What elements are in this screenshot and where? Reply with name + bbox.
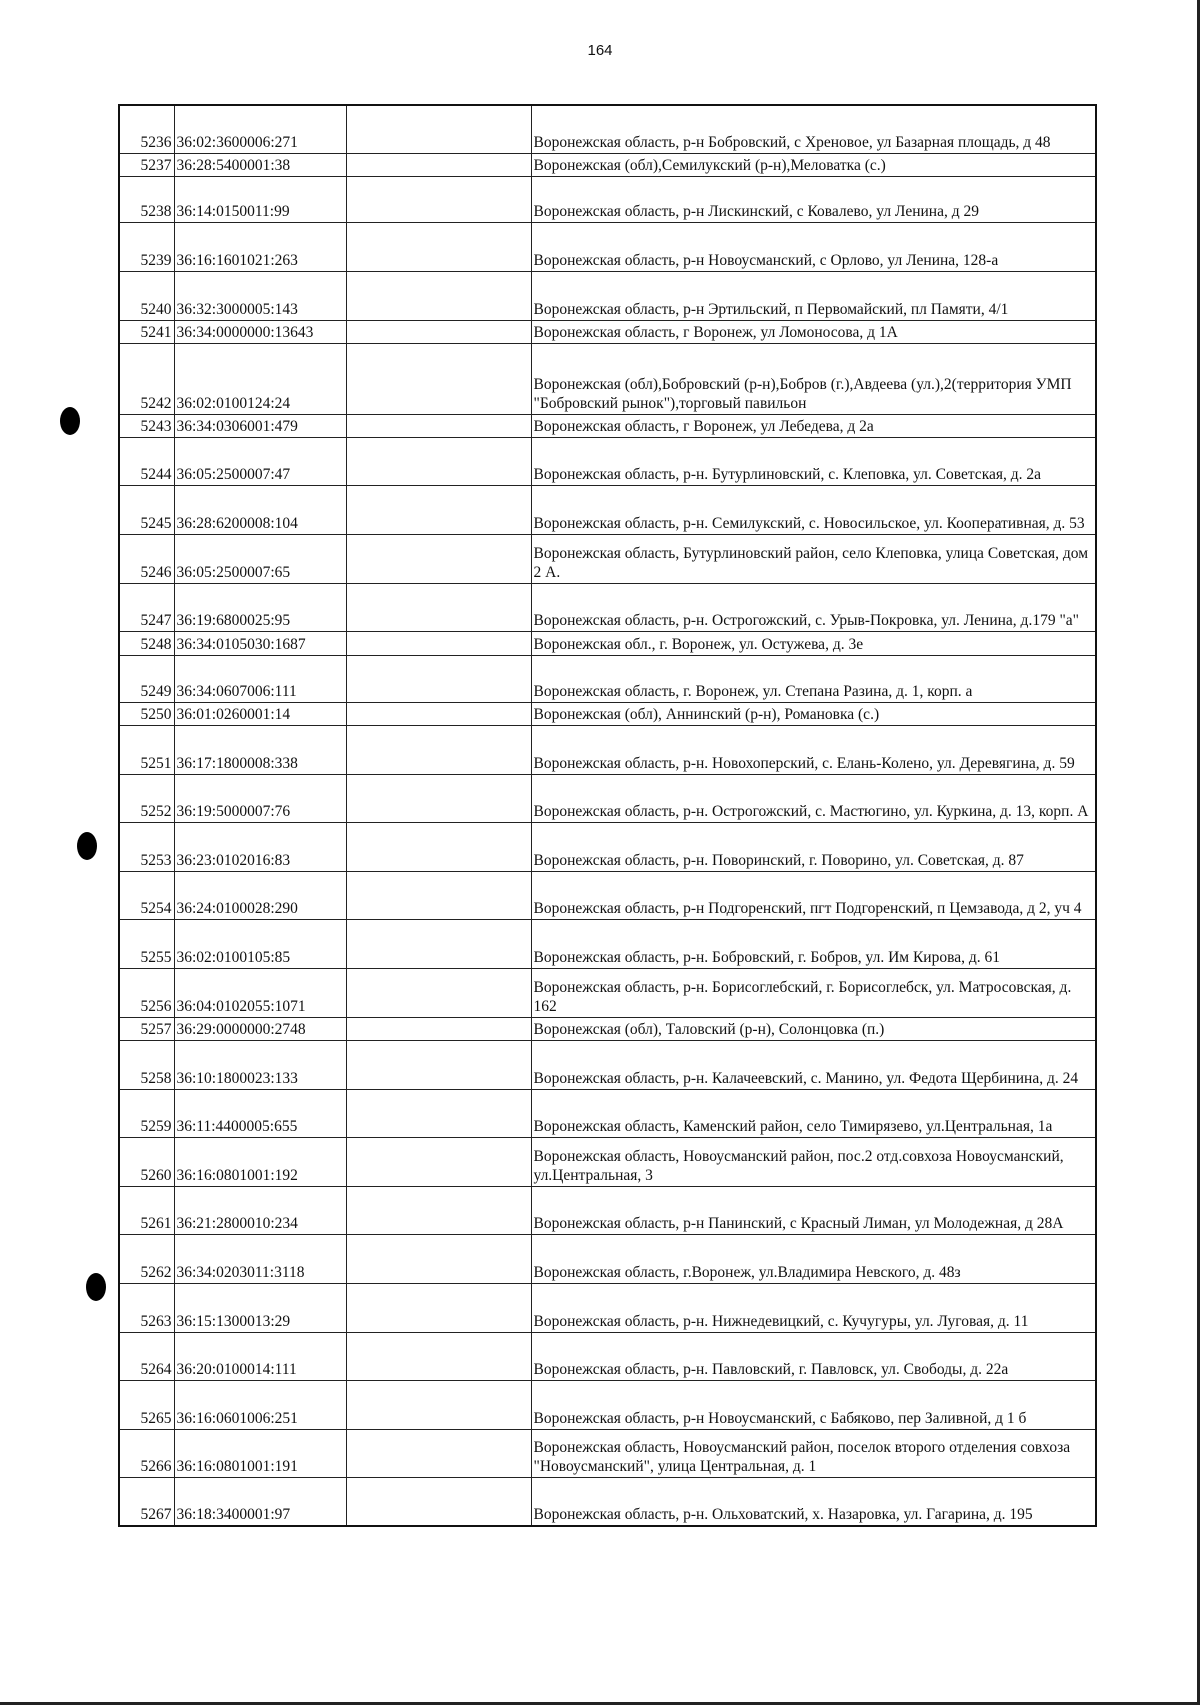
address-cell: Воронежская (обл),Семилукский (р-н),Меловатка (с.): [531, 153, 1096, 176]
cadastral-number-cell: 36:02:0100105:85: [174, 919, 346, 968]
empty-cell: [346, 271, 531, 320]
row-number-cell: 5251: [119, 725, 174, 774]
empty-cell: [346, 153, 531, 176]
table-row: [119, 968, 1096, 1017]
address-cell: Воронежская область, р-н. Острогожский, с. Мастюгино, ул. Куркина, д. 13, корп. А: [531, 774, 1096, 822]
cadastral-number-cell: 36:19:6800025:95: [174, 583, 346, 631]
row-number-cell: 5255: [119, 919, 174, 968]
row-number-cell: 5254: [119, 871, 174, 919]
cadastral-number-cell: 36:16:0601006:251: [174, 1380, 346, 1429]
row-number-cell: 5241: [119, 320, 174, 343]
table-row: [119, 583, 1096, 631]
row-number-cell: 5242: [119, 343, 174, 414]
empty-cell: [346, 968, 531, 1017]
address-cell: Воронежская область, Бутурлиновский район, село Клеповка, улица Советская, дом 2 А.: [531, 534, 1096, 583]
table-row: [119, 105, 1096, 153]
table-row: [119, 655, 1096, 702]
cadastral-number-cell: 36:19:5000007:76: [174, 774, 346, 822]
address-cell: Воронежская область, р-н Бобровский, с Хреновое, ул Базарная площадь, д 48: [531, 105, 1096, 153]
empty-cell: [346, 871, 531, 919]
address-cell: Воронежская область, р-н. Поворинский, г. Поворино, ул. Советская, д. 87: [531, 822, 1096, 871]
cadastral-number-cell: 36:23:0102016:83: [174, 822, 346, 871]
row-number-cell: 5240: [119, 271, 174, 320]
address-cell: Воронежская область, р-н. Ольховатский, х. Назаровка, ул. Гагарина, д. 195: [531, 1477, 1096, 1526]
address-cell: Воронежская область, Новоусманский район, пос.2 отд.совхоза Новоусманский, ул.Центральная, 3: [531, 1137, 1096, 1186]
row-number-cell: 5267: [119, 1477, 174, 1526]
table-row: [119, 919, 1096, 968]
cadastral-number-cell: 36:05:2500007:47: [174, 437, 346, 485]
table-row: [119, 343, 1096, 414]
cadastral-number-cell: 36:20:0100014:111: [174, 1332, 346, 1380]
empty-cell: [346, 176, 531, 222]
address-cell: Воронежская (обл), Таловский (р-н), Солонцовка (п.): [531, 1017, 1096, 1040]
empty-cell: [346, 822, 531, 871]
empty-cell: [346, 1429, 531, 1477]
table-row: [119, 153, 1096, 176]
address-cell: Воронежская область, р-н. Семилукский, с. Новосильское, ул. Кооперативная, д. 53: [531, 485, 1096, 534]
table-row: [119, 320, 1096, 343]
row-number-cell: 5237: [119, 153, 174, 176]
table-row: [119, 631, 1096, 655]
table-row: [119, 534, 1096, 583]
cadastral-number-cell: 36:16:1601021:263: [174, 222, 346, 271]
empty-cell: [346, 1186, 531, 1234]
table-row: [119, 222, 1096, 271]
row-number-cell: 5260: [119, 1137, 174, 1186]
empty-cell: [346, 1040, 531, 1089]
address-cell: Воронежская область, р-н. Новохоперский, с. Елань-Колено, ул. Деревягина, д. 59: [531, 725, 1096, 774]
row-number-cell: 5253: [119, 822, 174, 871]
address-cell: Воронежская область, р-н Новоусманский, с Бабяково, пер Заливной, д 1 б: [531, 1380, 1096, 1429]
table-row: [119, 1429, 1096, 1477]
address-cell: Воронежская область, р-н Подгоренский, пгт Подгоренский, п Цемзавода, д 2, уч 4: [531, 871, 1096, 919]
punch-hole-mark: [77, 832, 97, 860]
row-number-cell: 5247: [119, 583, 174, 631]
empty-cell: [346, 414, 531, 437]
row-number-cell: 5252: [119, 774, 174, 822]
cadastral-number-cell: 36:11:4400005:655: [174, 1089, 346, 1137]
cadastral-number-cell: 36:10:1800023:133: [174, 1040, 346, 1089]
cadastral-number-cell: 36:34:0306001:479: [174, 414, 346, 437]
cadastral-number-cell: 36:17:1800008:338: [174, 725, 346, 774]
row-number-cell: 5250: [119, 702, 174, 725]
punch-hole-mark: [60, 407, 80, 435]
row-number-cell: 5263: [119, 1283, 174, 1332]
address-cell: Воронежская область, г Воронеж, ул Лебедева, д 2а: [531, 414, 1096, 437]
table-row: [119, 1332, 1096, 1380]
empty-cell: [346, 1380, 531, 1429]
empty-cell: [346, 320, 531, 343]
page-number: 164: [587, 42, 613, 59]
table-row: [119, 1186, 1096, 1234]
row-number-cell: 5248: [119, 631, 174, 655]
row-number-cell: 5249: [119, 655, 174, 702]
address-cell: Воронежская (обл),Бобровский (р-н),Бобров (г.),Авдеева (ул.),2(территория УМП "Бобровский рынок"),торговый павильон: [531, 343, 1096, 414]
registry-table: [118, 104, 1097, 1527]
row-number-cell: 5245: [119, 485, 174, 534]
row-number-cell: 5244: [119, 437, 174, 485]
address-cell: Воронежская область, р-н Лискинский, с Ковалево, ул Ленина, д 29: [531, 176, 1096, 222]
empty-cell: [346, 343, 531, 414]
cadastral-number-cell: 36:32:3000005:143: [174, 271, 346, 320]
table-row: [119, 1137, 1096, 1186]
address-cell: Воронежская область, р-н. Нижнедевицкий, с. Кучугуры, ул. Луговая, д. 11: [531, 1283, 1096, 1332]
table-row: [119, 1283, 1096, 1332]
address-cell: Воронежская область, р-н Панинский, с Красный Лиман, ул Молодежная, д 28А: [531, 1186, 1096, 1234]
empty-cell: [346, 1332, 531, 1380]
table-row: [119, 1089, 1096, 1137]
row-number-cell: 5265: [119, 1380, 174, 1429]
address-cell: Воронежская область, г Воронеж, ул Ломоносова, д 1А: [531, 320, 1096, 343]
address-cell: Воронежская область, г. Воронеж, ул. Степана Разина, д. 1, корп. а: [531, 655, 1096, 702]
cadastral-number-cell: 36:02:3600006:271: [174, 105, 346, 153]
address-cell: Воронежская область, Каменский район, село Тимирязево, ул.Центральная, 1а: [531, 1089, 1096, 1137]
empty-cell: [346, 583, 531, 631]
address-cell: Воронежская область, р-н. Бутурлиновский, с. Клеповка, ул. Советская, д. 2а: [531, 437, 1096, 485]
address-cell: Воронежская область, р-н Эртильский, п Первомайский, пл Памяти, 4/1: [531, 271, 1096, 320]
row-number-cell: 5259: [119, 1089, 174, 1137]
empty-cell: [346, 534, 531, 583]
address-cell: Воронежская область, р-н Новоусманский, с Орлово, ул Ленина, 128-а: [531, 222, 1096, 271]
empty-cell: [346, 725, 531, 774]
address-cell: Воронежская область, р-н. Калачеевский, с. Манино, ул. Федота Щербинина, д. 24: [531, 1040, 1096, 1089]
empty-cell: [346, 702, 531, 725]
empty-cell: [346, 1017, 531, 1040]
table-row: [119, 176, 1096, 222]
cadastral-number-cell: 36:34:0000000:13643: [174, 320, 346, 343]
address-cell: Воронежская область, г.Воронеж, ул.Владимира Невского, д. 48з: [531, 1234, 1096, 1283]
empty-cell: [346, 631, 531, 655]
row-number-cell: 5266: [119, 1429, 174, 1477]
row-number-cell: 5243: [119, 414, 174, 437]
cadastral-number-cell: 36:18:3400001:97: [174, 1477, 346, 1526]
empty-cell: [346, 655, 531, 702]
table-row: [119, 822, 1096, 871]
table-row: [119, 1477, 1096, 1526]
cadastral-number-cell: 36:34:0203011:3118: [174, 1234, 346, 1283]
empty-cell: [346, 105, 531, 153]
table-row: [119, 774, 1096, 822]
address-cell: Воронежская область, р-н. Острогожский, с. Урыв-Покровка, ул. Ленина, д.179 "а": [531, 583, 1096, 631]
row-number-cell: 5257: [119, 1017, 174, 1040]
cadastral-number-cell: 36:24:0100028:290: [174, 871, 346, 919]
table-row: [119, 702, 1096, 725]
address-cell: Воронежская область, Новоусманский район, поселок второго отделения совхоза "Новоусманский", улица Центральная, д. 1: [531, 1429, 1096, 1477]
cadastral-number-cell: 36:14:0150011:99: [174, 176, 346, 222]
table-row: [119, 414, 1096, 437]
empty-cell: [346, 1477, 531, 1526]
table-row: [119, 1017, 1096, 1040]
table-row: [119, 271, 1096, 320]
cadastral-number-cell: 36:04:0102055:1071: [174, 968, 346, 1017]
cadastral-number-cell: 36:28:6200008:104: [174, 485, 346, 534]
cadastral-number-cell: 36:05:2500007:65: [174, 534, 346, 583]
row-number-cell: 5264: [119, 1332, 174, 1380]
table-row: [119, 485, 1096, 534]
empty-cell: [346, 1283, 531, 1332]
cadastral-number-cell: 36:21:2800010:234: [174, 1186, 346, 1234]
row-number-cell: 5261: [119, 1186, 174, 1234]
row-number-cell: 5262: [119, 1234, 174, 1283]
cadastral-number-cell: 36:02:0100124:24: [174, 343, 346, 414]
cadastral-number-cell: 36:15:1300013:29: [174, 1283, 346, 1332]
empty-cell: [346, 774, 531, 822]
table-row: [119, 725, 1096, 774]
address-cell: Воронежская область, р-н. Павловский, г. Павловск, ул. Свободы, д. 22а: [531, 1332, 1096, 1380]
empty-cell: [346, 222, 531, 271]
row-number-cell: 5246: [119, 534, 174, 583]
empty-cell: [346, 1137, 531, 1186]
cadastral-number-cell: 36:01:0260001:14: [174, 702, 346, 725]
empty-cell: [346, 919, 531, 968]
cadastral-number-cell: 36:28:5400001:38: [174, 153, 346, 176]
empty-cell: [346, 485, 531, 534]
row-number-cell: 5239: [119, 222, 174, 271]
table-row: [119, 437, 1096, 485]
empty-cell: [346, 1089, 531, 1137]
address-cell: Воронежская обл., г. Воронеж, ул. Остужева, д. 3е: [531, 631, 1096, 655]
cadastral-number-cell: 36:29:0000000:2748: [174, 1017, 346, 1040]
address-cell: Воронежская область, р-н. Бобровский, г. Бобров, ул. Им Кирова, д. 61: [531, 919, 1096, 968]
row-number-cell: 5236: [119, 105, 174, 153]
table-row: [119, 1234, 1096, 1283]
table-row: [119, 1040, 1096, 1089]
table-row: [119, 1380, 1096, 1429]
row-number-cell: 5258: [119, 1040, 174, 1089]
address-cell: Воронежская область, р-н. Борисоглебский, г. Борисоглебск, ул. Матросовская, д. 162: [531, 968, 1096, 1017]
cadastral-number-cell: 36:34:0607006:111: [174, 655, 346, 702]
punch-hole-mark: [86, 1273, 106, 1301]
empty-cell: [346, 1234, 531, 1283]
row-number-cell: 5238: [119, 176, 174, 222]
table-row: [119, 871, 1096, 919]
cadastral-number-cell: 36:16:0801001:191: [174, 1429, 346, 1477]
cadastral-number-cell: 36:34:0105030:1687: [174, 631, 346, 655]
row-number-cell: 5256: [119, 968, 174, 1017]
cadastral-number-cell: 36:16:0801001:192: [174, 1137, 346, 1186]
address-cell: Воронежская (обл), Аннинский (р-н), Романовка (с.): [531, 702, 1096, 725]
registry-table-body: [119, 105, 1096, 1526]
empty-cell: [346, 437, 531, 485]
